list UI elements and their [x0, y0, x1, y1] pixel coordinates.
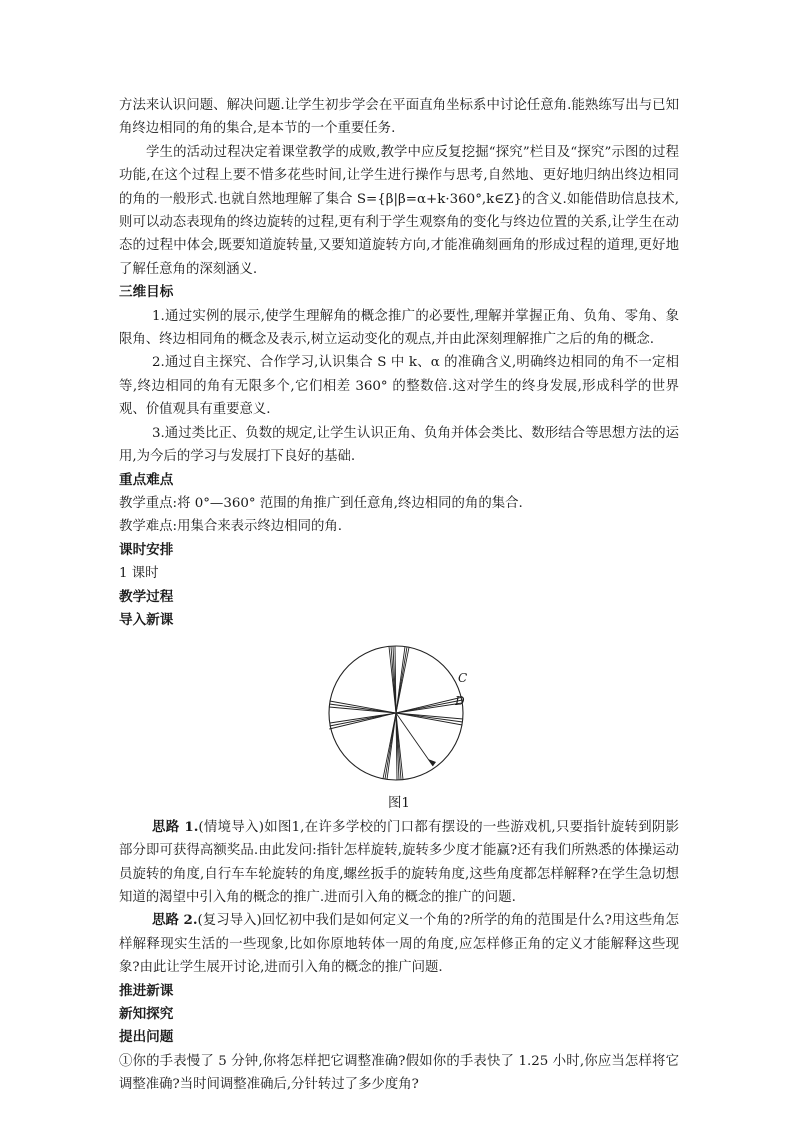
schedule-value: 1 课时 — [119, 566, 159, 582]
heading-intro: 导入新课 — [119, 611, 174, 628]
label-d: D — [455, 694, 465, 709]
shaded-sectors — [329, 647, 463, 780]
goal-3: 3.通过类比正、负数的规定,让学生认识正角、负角并体会类比、数形结合等思想方法的运用,为今后的学习与发展打下良好的基础. — [119, 425, 679, 465]
heading-process: 教学过程 — [119, 588, 174, 605]
heading-schedule: 课时安排 — [119, 541, 174, 558]
document-page — [119, 94, 679, 1097]
label-c: C — [458, 671, 468, 686]
heading-key-points: 重点难点 — [119, 471, 174, 488]
thinking-2-text: (复习导入)回忆初中我们是如何定义一个角的?所学的角的范围是什么?用这些角怎样解释现实生活的一些现象,比如你原地转体一周的角度,应怎样修正角的定义才能解释这些现象?由此让学生展开讨论,进而引入角的概念的推广问题. — [119, 913, 679, 976]
spinner-diagram — [326, 643, 466, 783]
heading-new-lesson: 推进新课 — [119, 982, 174, 999]
heading-new-knowledge: 新知探究 — [119, 1006, 174, 1022]
thinking-2-label: 思路 2. — [152, 912, 198, 929]
figure-caption: 图1 — [388, 796, 410, 812]
paragraph-intro-2: 学生的活动过程决定着课堂教学的成败,教学中应反复挖掘“探究”栏目及“探究”示图的过程功能,在这个过程上要不惜多花些时间,让学生进行操作与思考,自然地、更好地归纳出终边相同的角的一般形式.也就自然地理解了集合 S={β|β=α+k·360°,k∈Z}的含义.如能借助信息技术,则可以动态表现角的终边旋转的过程,更有利于学生观察角的变化与终边位置的关系,让学生在动态的过程中体会,既要知道旋转量,又要知道旋转方向,才能准确刻画角的形成过程的道理,更好地了解任意角的深刻涵义. — [119, 144, 679, 277]
teaching-difficulty: 教学难点:用集合来表示终边相同的角. — [119, 519, 343, 535]
thinking-1 — [119, 816, 679, 910]
thinking-1-label: 思路 1. — [152, 818, 199, 835]
thinking-1-text: (情境导入)如图1,在许多学校的门口都有摆设的一些游戏机,只要指针旋转到阴影部分即可获得高额奖品.由此发问:指针怎样旋转,旋转多少度才能赢?还有我们所熟悉的体操运动员旋转的角度,自行车车轮旋转的角度,螺丝扳手的旋转角度,这些角度都怎样解释?在学生急切想知道的渴望中引入角的概念的推广.进而引入角的概念的推广的问题. — [119, 819, 679, 905]
heading-questions: 提出问题 — [119, 1029, 174, 1046]
goal-1: 1.通过实例的展示,使学生理解角的概念推广的必要性,理解并掌握正角、负角、零角、象限角、终边相同角的概念及表示,树立运动变化的观点,并由此深刻理解推广之后的角的概念. — [119, 308, 679, 348]
teaching-focus: 教学重点:将 0°—360° 范围的角推广到任意角,终边相同的角的集合. — [119, 495, 523, 511]
thinking-2 — [119, 909, 679, 979]
figure-1 — [119, 632, 679, 792]
question-1: ①你的手表慢了 5 分钟,你将怎样把它调整准确?假如你的手表快了 1.25 小时,你应当怎样将它调整准确?当时间调整准确后,分针转过了多少度角? — [119, 1053, 679, 1093]
goal-2: 2.通过自主探究、合作学习,认识集合 S 中 k、α 的准确含义,明确终边相同的角不一定相等,终边相同的角有无限多个,它们相差 360° 的整数倍.这对学生的终身发展,形成科学的世界观、价值观具有重要意义. — [119, 355, 679, 418]
heading-goals: 三维目标 — [119, 284, 174, 301]
paragraph-intro-1: 方法来认识问题、解决问题.让学生初步学会在平面直角坐标系中讨论任意角.能熟练写出与已知角终边相同的角的集合,是本节的一个重要任务. — [119, 98, 679, 137]
